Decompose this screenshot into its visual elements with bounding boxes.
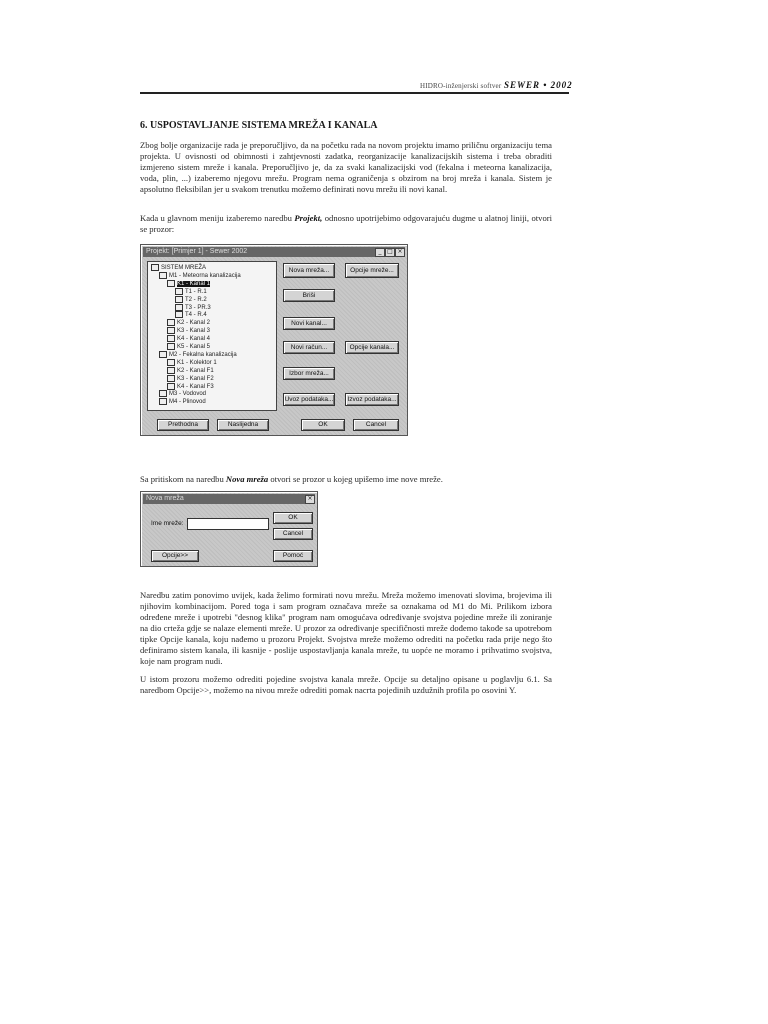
- cancel-button[interactable]: Cancel: [273, 528, 313, 540]
- tree-item-label: T2 - R.2: [185, 296, 207, 303]
- section-title: 6. USPOSTAVLJANJE SISTEMA MREŽA I KANALA: [140, 120, 378, 131]
- tree-node-icon: [151, 264, 159, 271]
- paragraph-network-naming: Naredbu zatim ponovimo uvijek, kada želimo formirati novu mrežu. Mreža možemo imenovati slovima, brojevima ili njihovim kombinacijom. Pored toga i sam program označava mreže sa oznakama od M1 do Mi. Prilikom izbora određene mreže i upotrebi "desnog klika" program nam omogućava određivanje svojstva pojedine mreže ili zoniranje na dio crteža gdje se nalaze elementi mreže. U prozor za određivanje specifičnosti mreže dođemo takođe sa upotrebom tipke Opcije kanala, koju nađemo u prozoru Projekt. Svojstva mreže možemo odrediti na početku rada prije nego što definiramo sistem kanala, ili kasnije - poslije uspostavljanja kanala mreže, tu uopće ne moramo i prihvatimo svojstva, koje nam program nudi.: [140, 590, 552, 666]
- tree-item[interactable]: [167, 359, 217, 366]
- tree-node-icon: [167, 367, 175, 374]
- import-data-button[interactable]: Uvoz podataka...: [283, 393, 335, 406]
- export-data-button[interactable]: Izvoz podataka...: [345, 393, 399, 406]
- tree-item-label: M2 - Fekalna kanalizacija: [169, 351, 237, 358]
- tree-item-label: K3 - Kanal 3: [177, 328, 211, 335]
- paragraph-intro: Zbog bolje organizacije rada je preporučljivo, da na početku rada na novom projektu imamo priličnu organizaciju tema projekta. U ovisnosti od obimnosti i zahtjevnosti zadatka, reorganizacije kanalizacijskih sistema i treba obraditi izmjereno sistem mreže i kanala. Preporučljivo je, da za svaki kanalizacijski vod (fekalna i meteorna kanalizacija, voda, plin, ...) izaberemo njegovu mrežu. Program nema ograničenja s obzirom na broj mreža i kanala. Sistem je apsolutno fleksibilan jer u svakom trenutku možemo definirati novu mrežu ili novi kanal.: [140, 140, 552, 194]
- new-network-button[interactable]: Nova mreža...: [283, 263, 335, 278]
- tree-item[interactable]: [167, 367, 214, 374]
- paragraph-new-network-text-2: otvori se prozor u kojeg upišemo ime nove mreže.: [268, 474, 443, 484]
- tree-item-label: K5 - Kanal 5: [177, 344, 211, 351]
- tree-item[interactable]: [167, 280, 210, 287]
- paragraph-project-menu-emph: Projekt,: [294, 213, 323, 223]
- tree-node-icon: [159, 272, 167, 279]
- help-button[interactable]: Pomoć: [273, 550, 313, 562]
- running-header-brand: SEWER • 2002: [504, 80, 573, 90]
- tree-node-icon: [167, 343, 175, 350]
- tree-node-icon: [159, 390, 167, 397]
- tree-item-label: T1 - R.1: [185, 288, 207, 295]
- tree-item[interactable]: [159, 390, 206, 397]
- next-button[interactable]: Naslijedna: [217, 419, 269, 431]
- maximize-icon[interactable]: □: [385, 248, 395, 257]
- tree-item[interactable]: [159, 351, 237, 358]
- ok-button[interactable]: OK: [301, 419, 345, 431]
- network-options-button[interactable]: Opcije mreže...: [345, 263, 399, 278]
- tree-item[interactable]: [175, 288, 207, 295]
- tree-node-icon: [167, 383, 175, 390]
- project-dialog: [140, 244, 408, 436]
- paragraph-new-network-text-1: Sa pritiskom na naredbu: [140, 474, 226, 484]
- tree-item[interactable]: [167, 327, 210, 334]
- tree-item[interactable]: [159, 272, 241, 279]
- tree-item-label: M4 - Plinovod: [169, 399, 206, 406]
- channel-options-button[interactable]: Opcije kanala...: [345, 341, 399, 354]
- tree-node-icon: [159, 351, 167, 358]
- cancel-button[interactable]: Cancel: [353, 419, 399, 431]
- tree-item[interactable]: [167, 375, 214, 382]
- paragraph-project-menu-text-1: Kada u glavnom meniju izaberemo naredbu: [140, 213, 295, 223]
- paragraph-project-menu-text-2: odnosno upotrijebimo odgovarajuću dugme u alatnoj liniji, otvori se prozor:: [140, 213, 552, 234]
- tree-item-label: K4 - Kanal 4: [177, 336, 211, 343]
- tree-item[interactable]: [175, 304, 211, 311]
- paragraph-new-network-emph: Nova mreža: [225, 474, 269, 484]
- new-network-dialog: [140, 491, 318, 567]
- tree-item-label: K2 - Kanal 2: [177, 320, 211, 327]
- tree-item-label: K1 - Kolektor 1: [177, 359, 217, 366]
- tree-node-icon: [167, 319, 175, 326]
- tree-item[interactable]: [167, 343, 210, 350]
- tree-node-icon: [167, 280, 175, 287]
- new-network-dialog-titlebar: [143, 494, 315, 504]
- paragraph-channel-options: U istom prozoru možemo odrediti pojedine svojstva kanala mreže. Opcije su detaljno opisane u poglavlju 6.1. Sa naredbom Opcije>>, možemo na nivou mreže odrediti pomak nacrta pojedinih uzdužnih profila po osovini Y.: [140, 674, 552, 695]
- tree-item-label: T3 - PR.3: [185, 304, 211, 311]
- tree-item-label: SISTEM MREŽA: [161, 265, 207, 272]
- tree-node-icon: [167, 327, 175, 334]
- new-network-dialog-title: Nova mreža: [146, 495, 184, 502]
- tree-item-label: K1 - Kanal 1: [177, 280, 211, 287]
- tree-item-label: K2 - Kanal F1: [177, 367, 214, 374]
- tree-node-icon: [175, 296, 183, 303]
- minimize-icon[interactable]: _: [375, 248, 385, 257]
- tree-item-label: M3 - Vodovod: [169, 391, 207, 398]
- tree-item-label: T4 - R.4: [185, 312, 207, 319]
- tree-item[interactable]: [175, 311, 207, 318]
- previous-button[interactable]: Prethodna: [157, 419, 209, 431]
- tree-item[interactable]: [159, 398, 206, 405]
- tree-node-icon: [167, 335, 175, 342]
- network-name-label: Ime mreže:: [151, 520, 184, 527]
- tree-item[interactable]: [175, 296, 207, 303]
- tree-item[interactable]: [151, 264, 206, 271]
- paragraph-project-menu: [140, 213, 552, 235]
- options-button[interactable]: Opcije>>: [151, 550, 199, 562]
- running-header-text: HIDRO-inženjerski softver: [420, 82, 502, 90]
- tree-item-label: K3 - Kanal F2: [177, 375, 214, 382]
- select-networks-button[interactable]: Izbor mreža...: [283, 367, 335, 380]
- project-dialog-titlebar: [143, 247, 405, 257]
- tree-item[interactable]: [167, 335, 210, 342]
- tree-node-icon: [167, 375, 175, 382]
- tree-node-icon: [175, 311, 183, 318]
- header-rule: [140, 92, 569, 94]
- project-dialog-title: Projekt: [Primjer 1] - Sewer 2002: [146, 248, 248, 255]
- tree-node-icon: [175, 288, 183, 295]
- tree-node-icon: [175, 304, 183, 311]
- delete-button[interactable]: Briši: [283, 289, 335, 302]
- tree-node-icon: [159, 398, 167, 405]
- tree-item-label: K4 - Kanal F3: [177, 383, 214, 390]
- close-icon[interactable]: ×: [395, 248, 405, 257]
- tree-item-label: M1 - Meteorna kanalizacija: [169, 272, 241, 279]
- network-name-input[interactable]: [187, 518, 269, 530]
- tree-item[interactable]: [167, 383, 214, 390]
- tree-item[interactable]: [167, 319, 210, 326]
- new-channel-button[interactable]: Novi kanal...: [283, 317, 335, 330]
- ok-button[interactable]: OK: [273, 512, 313, 524]
- close-icon[interactable]: ×: [305, 495, 315, 504]
- new-calculation-button[interactable]: Novi račun...: [283, 341, 335, 354]
- tree-node-icon: [167, 359, 175, 366]
- paragraph-new-network: [140, 474, 552, 485]
